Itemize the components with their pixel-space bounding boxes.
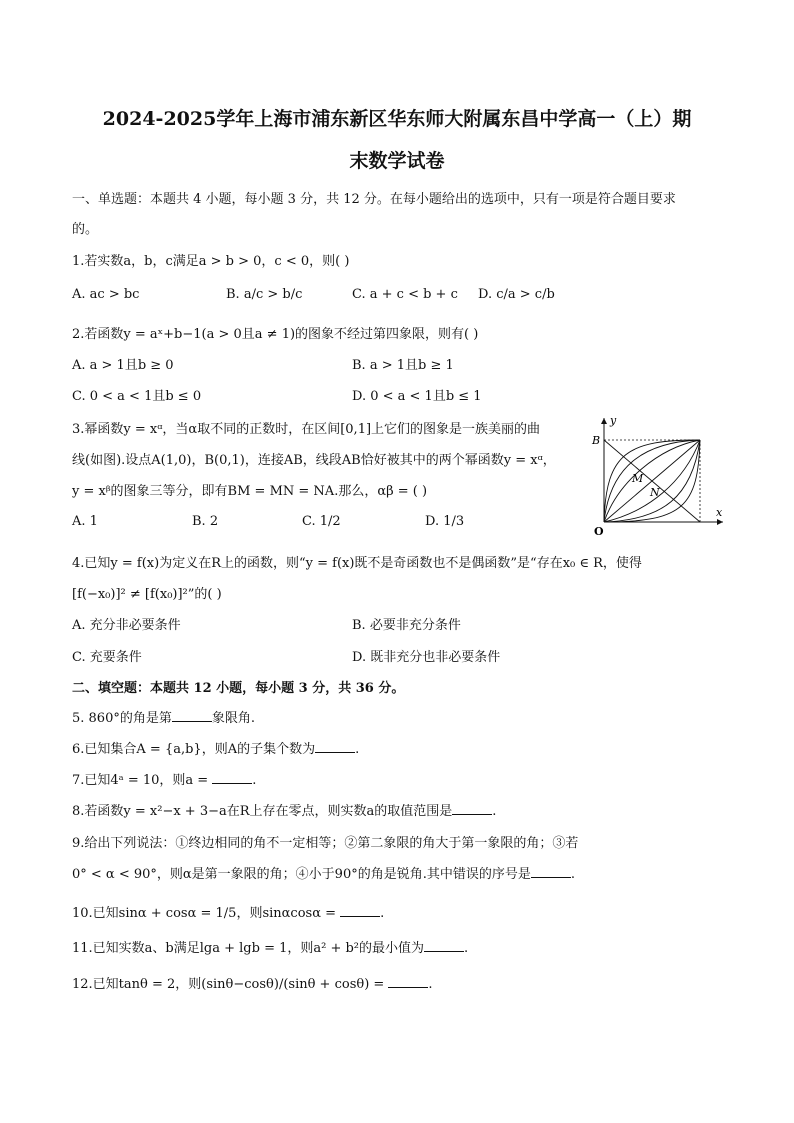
q10-text: 10.已知sinα + cosα = 1/5，则sinαcosα = xyxy=(72,906,341,921)
q1-stem: 1.若实数a，b，c满足a > b > 0，c < 0，则( ) xyxy=(72,254,350,269)
section2-header: 二、填空题：本题共 12 小题，每小题 3 分，共 36 分。 xyxy=(72,681,405,696)
q11-stem xyxy=(72,937,468,956)
q3-option-d: D. 1/3 xyxy=(425,514,465,529)
q12-text: 12.已知tanθ = 2，则(sinθ−cosθ)/(sinθ + cosθ) = xyxy=(72,977,389,992)
q8-text-end: . xyxy=(492,804,497,819)
graph-m-label: M xyxy=(632,472,644,485)
q1-option-b: B. a/c > b/c xyxy=(226,287,303,302)
graph-y-label: y xyxy=(610,414,617,427)
q5-text: 5. 860°的角是第 xyxy=(72,711,172,726)
q2-option-c: C. 0 < a < 1且b ≤ 0 xyxy=(72,389,202,404)
q5-answer-blank[interactable] xyxy=(172,709,212,722)
q1-option-a: A. ac > bc xyxy=(72,287,140,302)
q12-answer-blank[interactable] xyxy=(388,975,428,988)
q9-text: 0° < α < 90°，则α是第一象限的角；④小于90°的角是锐角.其中错误的序号是 xyxy=(72,867,531,882)
q5-text-end: 象限角. xyxy=(211,711,255,726)
q12-text-end: . xyxy=(428,977,433,992)
graph-n-label: N xyxy=(650,486,660,499)
q4-option-b: B. 必要非充分条件 xyxy=(352,618,461,633)
graph-b-label: B xyxy=(592,434,601,447)
q10-stem xyxy=(72,902,384,921)
q7-answer-blank[interactable] xyxy=(212,771,252,784)
q6-stem xyxy=(72,738,359,757)
q1-option-d: D. c/a > c/b xyxy=(478,287,555,302)
q1-option-c: C. a + c < b + c xyxy=(352,287,458,302)
q4-option-c: C. 充要条件 xyxy=(72,650,142,665)
q2-option-b: B. a > 1且b ≥ 1 xyxy=(352,358,454,373)
q3-option-c: C. 1/2 xyxy=(302,514,341,529)
q4-option-d: D. 既非充分也非必要条件 xyxy=(352,650,501,665)
q8-stem xyxy=(72,800,496,819)
q9-stem-line1: 9.给出下列说法：①终边相同的角不一定相等；②第二象限的角大于第一象限的角；③若 xyxy=(72,836,579,851)
q7-text-end: . xyxy=(252,773,257,788)
q2-option-a: A. a > 1且b ≥ 0 xyxy=(72,358,174,373)
q10-text-end: . xyxy=(380,906,385,921)
q9-stem-line2 xyxy=(72,863,575,882)
q9-text-end: . xyxy=(570,867,576,882)
q8-text: 8.若函数y = x²−x + 3−a在R上存在零点，则实数a的取值范围是 xyxy=(72,804,453,819)
q3-stem-line3: y = xᵝ的图象三等分，即有BM = MN = NA.那么，αβ = ( ) xyxy=(72,484,428,499)
q7-text: 7.已知4ᵃ = 10，则a = xyxy=(72,773,213,788)
q8-answer-blank[interactable] xyxy=(452,802,492,815)
q2-option-d: D. 0 < a < 1且b ≤ 1 xyxy=(352,389,482,404)
q6-text: 6.已知集合A = {a,b}，则A的子集个数为 xyxy=(72,742,316,757)
section1-header-cont: 的。 xyxy=(72,222,99,237)
q6-answer-blank[interactable] xyxy=(315,740,355,753)
q3-option-b: B. 2 xyxy=(192,514,219,529)
q11-answer-blank[interactable] xyxy=(424,939,464,952)
q10-answer-blank[interactable] xyxy=(340,904,380,917)
q9-answer-blank[interactable] xyxy=(531,865,571,878)
graph-x-label: x xyxy=(716,506,723,519)
exam-title-line2: 末数学试卷 xyxy=(349,150,445,172)
q12-stem xyxy=(72,973,433,992)
q7-stem xyxy=(72,769,256,788)
q2-stem: 2.若函数y = aˣ+b−1(a > 0且a ≠ 1)的图象不经过第四象限，则有( ) xyxy=(72,327,479,342)
q4-stem-line2: [f(−x₀)]² ≠ [f(x₀)]²”的( ) xyxy=(72,587,222,602)
graph-origin-label: O xyxy=(594,525,604,538)
q4-option-a: A. 充分非必要条件 xyxy=(72,618,181,633)
power-function-graph xyxy=(588,412,728,540)
q3-stem-line1: 3.幂函数y = xᵅ，当α取不同的正数时，在区间[0,1]上它们的图象是一族美丽的曲 xyxy=(72,422,541,437)
q3-stem-line2: 线(如图).设点A(1,0)，B(0,1)，连接AB，线段AB恰好被其中的两个幂函数y = xᵅ， xyxy=(72,453,556,468)
exam-title-line1: 2024-2025学年上海市浦东新区华东师大附属东昌中学高一（上）期 xyxy=(102,108,692,130)
q6-text-end: . xyxy=(355,742,360,757)
section1-header: 一、单选题：本题共 4 小题，每小题 3 分，共 12 分。在每小题给出的选项中，只有一项是符合题目要求 xyxy=(72,192,676,207)
q4-stem-line1: 4.已知y = f(x)为定义在R上的函数，则“y = f(x)既不是奇函数也不是偶函数”是“存在x₀ ∈ R，使得 xyxy=(72,556,642,571)
q3-option-a: A. 1 xyxy=(72,514,98,529)
q11-text: 11.已知实数a、b满足lga + lgb = 1，则a² + b²的最小值为 xyxy=(72,941,425,956)
q11-text-end: . xyxy=(464,941,469,956)
q5-stem xyxy=(72,707,255,726)
